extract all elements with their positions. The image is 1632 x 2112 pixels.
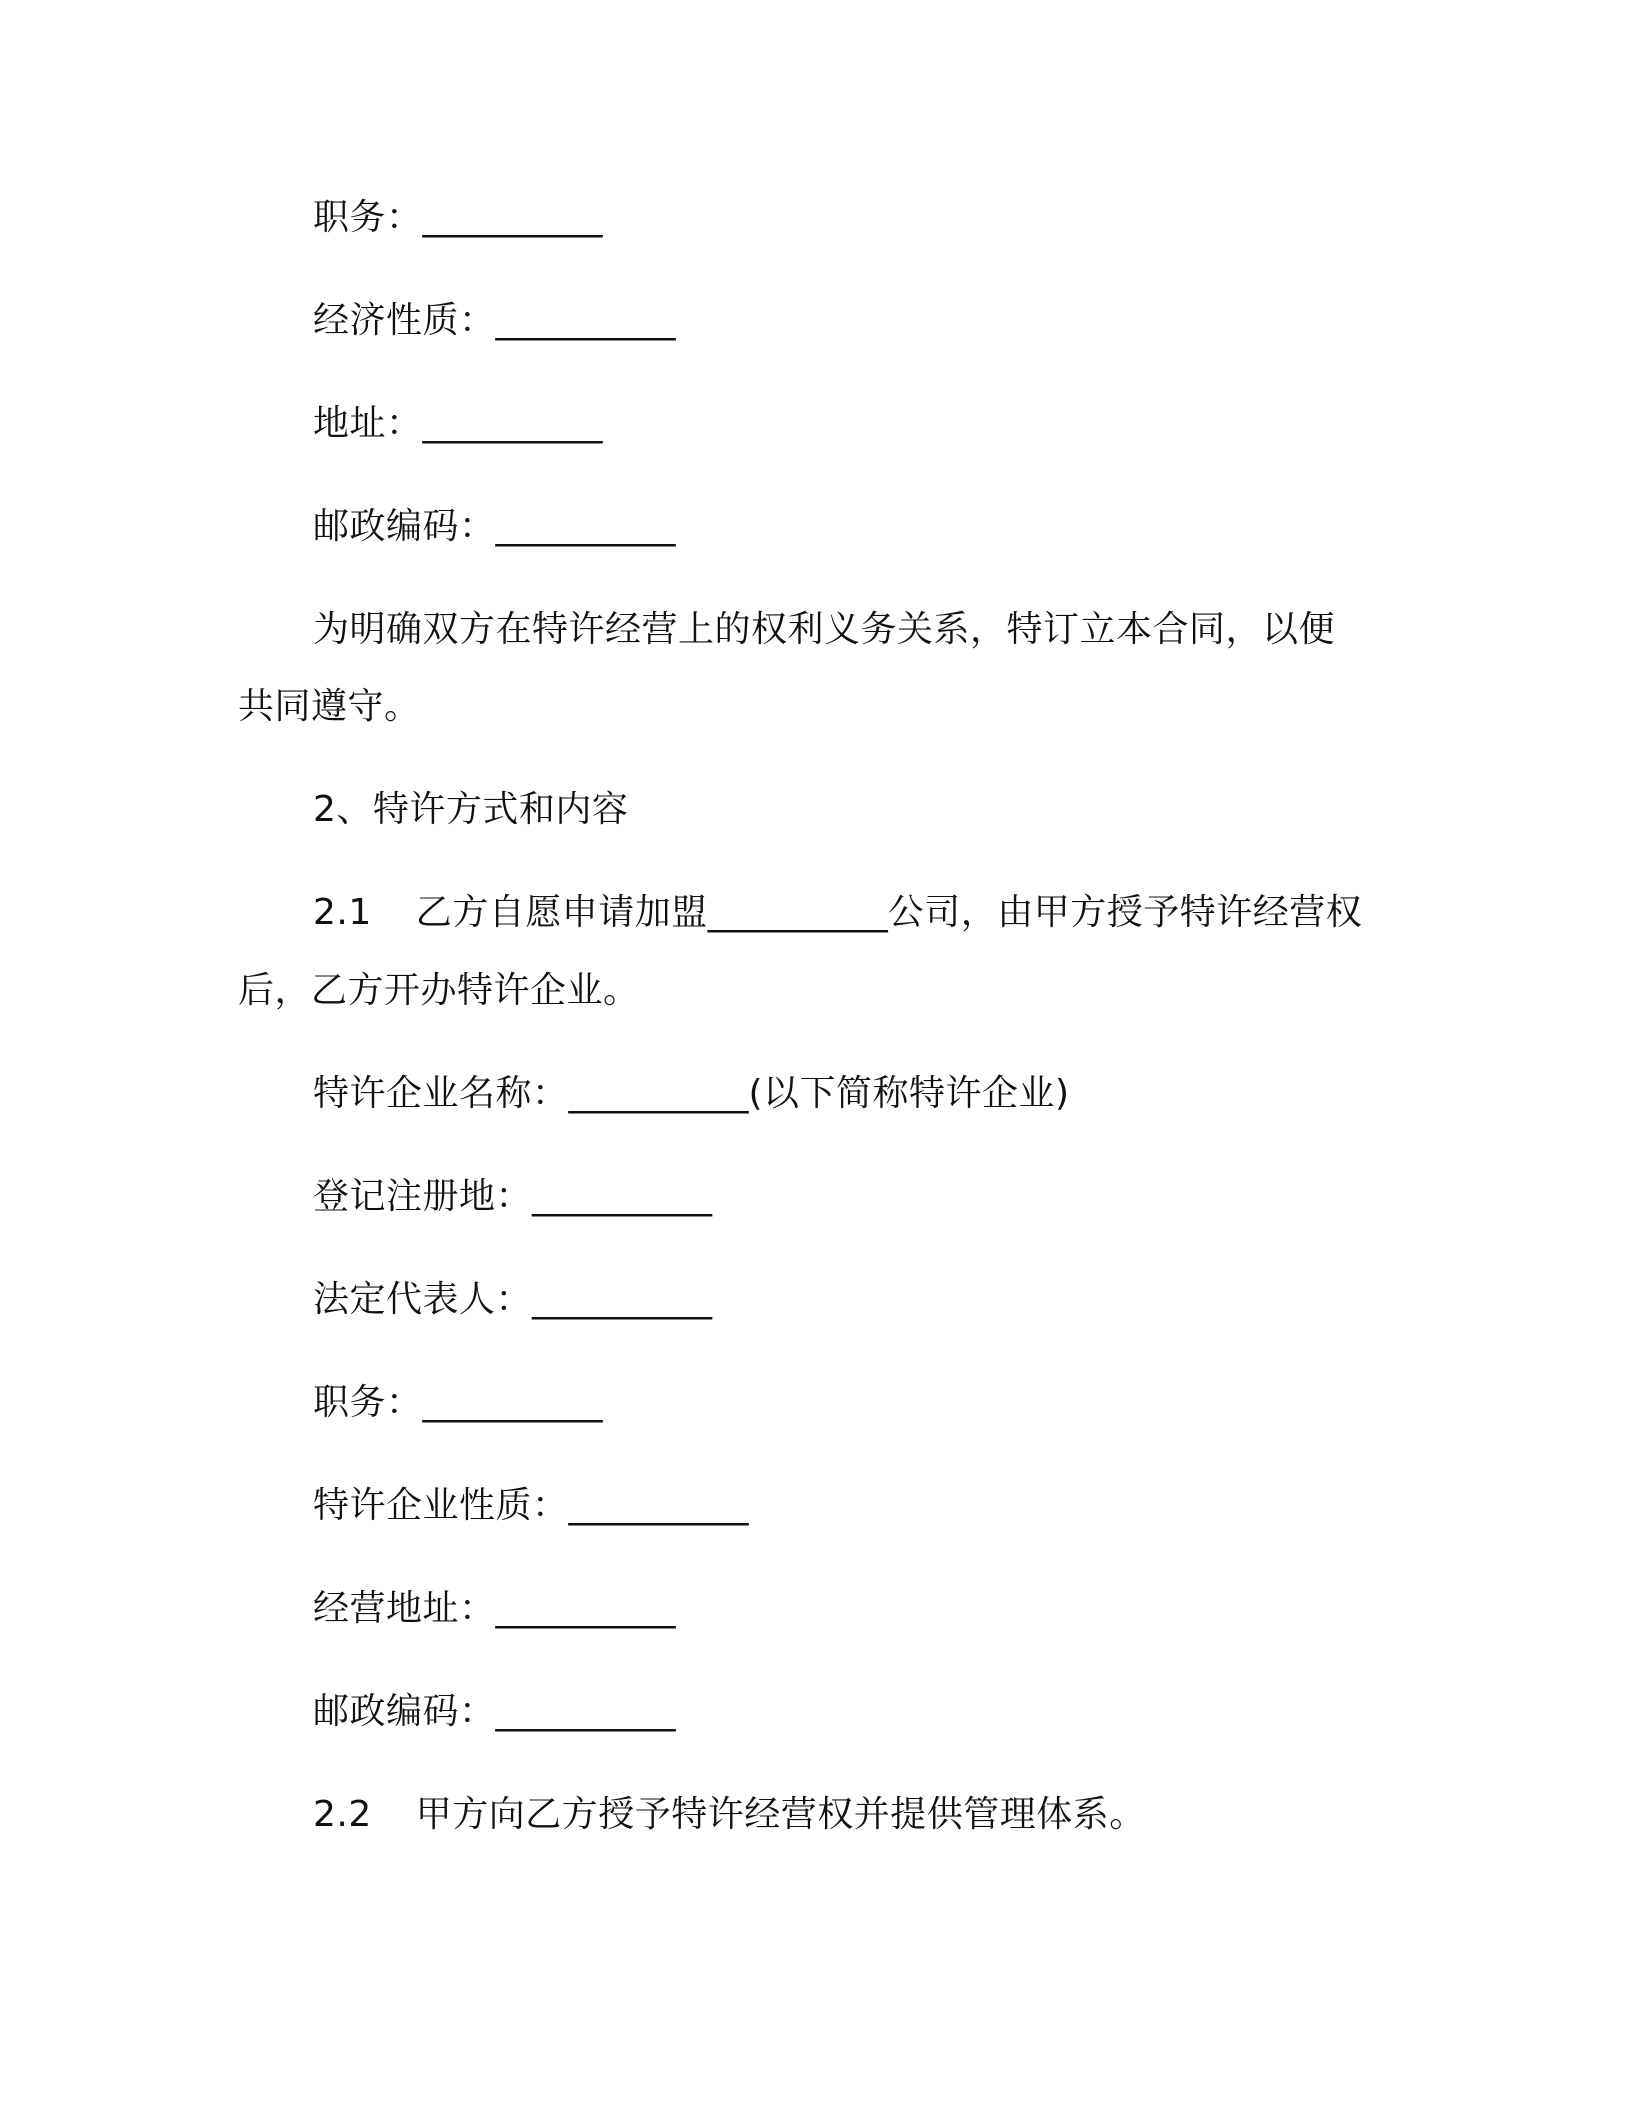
clause-number: 2.1 — [313, 892, 372, 933]
fill-blank: __________ — [568, 1485, 749, 1526]
clause-number: 2.2 — [313, 1794, 372, 1835]
field-label: 地址： — [313, 403, 423, 444]
field-registration-place — [313, 1175, 712, 1219]
field-legal-representative — [313, 1278, 712, 1322]
field-position-2 — [313, 1381, 603, 1425]
field-postal-code-1 — [313, 505, 676, 549]
section-heading-2 — [313, 788, 628, 832]
fill-blank: __________ — [532, 1176, 713, 1217]
field-label: 登记注册地： — [313, 1176, 533, 1217]
field-label: 法定代表人： — [313, 1279, 533, 1320]
field-label: 邮政编码： — [313, 1691, 496, 1732]
clause-2-2 — [313, 1793, 1146, 1837]
field-franchise-nature — [313, 1484, 749, 1528]
field-postal-code-2 — [313, 1690, 676, 1734]
fill-blank: __________ — [568, 1073, 749, 1114]
fill-blank: __________ — [707, 892, 888, 933]
field-label: 经营地址： — [313, 1588, 496, 1629]
clause-text: 后，乙方开办特许企业。 — [238, 970, 640, 1011]
fill-blank: __________ — [495, 1588, 676, 1629]
field-franchise-name — [313, 1072, 1070, 1116]
paragraph-purpose-line-2 — [238, 685, 421, 729]
heading-text: 2、特许方式和内容 — [313, 789, 629, 830]
fill-blank: __________ — [495, 1691, 676, 1732]
field-label: 特许企业性质： — [313, 1485, 569, 1526]
field-position-1 — [313, 196, 603, 240]
clause-2-1-line-2 — [238, 969, 640, 1013]
field-economic-nature — [313, 299, 676, 343]
field-label: 邮政编码： — [313, 506, 496, 547]
fill-blank: __________ — [422, 403, 603, 444]
field-note: (以下简称特许企业) — [748, 1073, 1070, 1114]
paragraph-purpose-line-1 — [313, 608, 1335, 652]
field-business-address — [313, 1587, 676, 1631]
fill-blank: __________ — [495, 506, 676, 547]
clause-text-before: 乙方自愿申请加盟 — [415, 892, 708, 933]
field-label: 经济性质： — [313, 300, 496, 341]
fill-blank: __________ — [532, 1279, 713, 1320]
field-address-1 — [313, 402, 603, 446]
fill-blank: __________ — [495, 300, 676, 341]
field-label: 职务： — [313, 197, 423, 238]
fill-blank: __________ — [422, 197, 603, 238]
field-label: 职务： — [313, 1382, 423, 1423]
clause-text-after: 公司，由甲方授予特许经营权 — [887, 892, 1363, 933]
fill-blank: __________ — [422, 1382, 603, 1423]
paragraph-text: 为明确双方在特许经营上的权利义务关系，特订立本合同，以便 — [313, 609, 1336, 650]
field-label: 特许企业名称： — [313, 1073, 569, 1114]
paragraph-text: 共同遵守。 — [238, 686, 421, 727]
clause-2-1-line-1 — [313, 891, 1362, 935]
clause-text: 甲方向乙方授予特许经营权并提供管理体系。 — [415, 1794, 1146, 1835]
